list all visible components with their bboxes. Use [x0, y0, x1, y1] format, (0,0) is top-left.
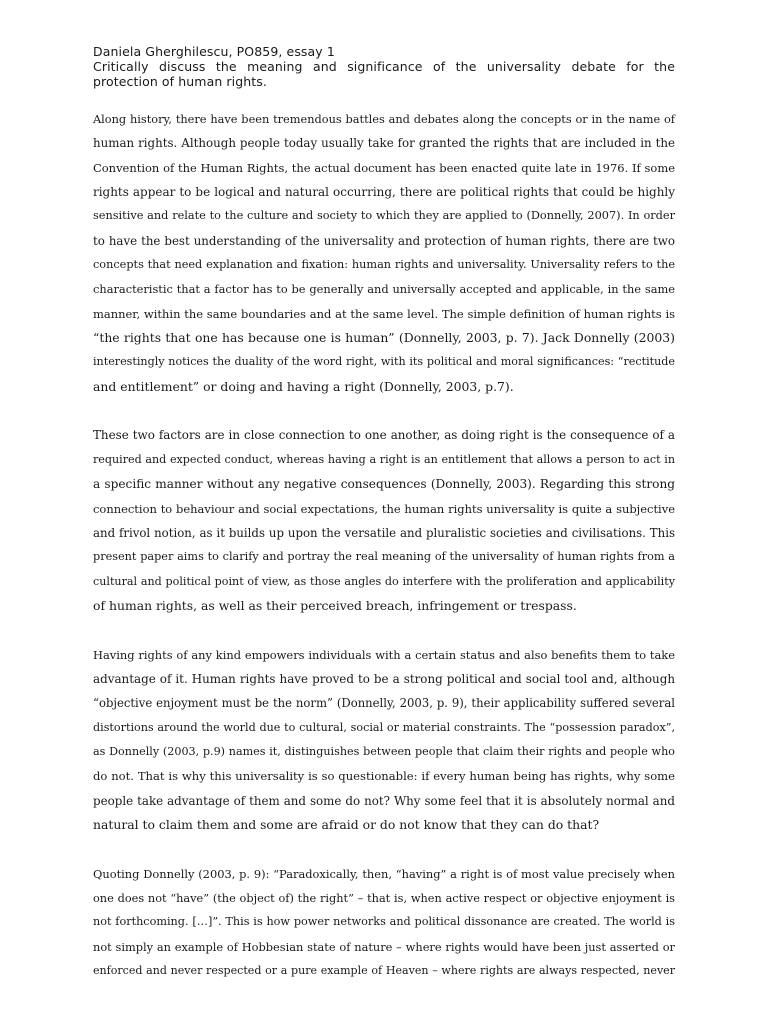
text-line: to have the best understanding of the universality and protection of human rights, there are two — [93, 233, 675, 248]
text-line: “objective enjoyment must be the norm” (Donnelly, 2003, p. 9), their applicability suffered several — [93, 696, 675, 711]
text-line: cultural and political point of view, as those angles do interfere with the proliferation and applicability — [93, 574, 675, 588]
document-header — [93, 44, 675, 89]
text-line: advantage of it. Human rights have proved to be a strong political and social tool and, although — [93, 671, 675, 686]
text-line: Having rights of any kind empowers individuals with a certain status and also benefits them to take — [93, 647, 675, 662]
paragraph-3 — [93, 643, 675, 838]
text-line: required and expected conduct, whereas having a right is an entitlement that allows a person to act in — [93, 452, 675, 466]
text-line: people take advantage of them and some do not? Why some feel that it is absolutely normal and — [93, 793, 675, 808]
essay-title-line-1: Critically discuss the meaning and significance of the universality debate for the — [93, 59, 675, 74]
text-line: interestingly notices the duality of the word right, with its political and moral significances: “rectitude — [93, 355, 675, 369]
paragraph-1 — [93, 107, 675, 399]
text-line: one does not “have” (the object of) the right” – that is, when active respect or objective enjoyment is — [93, 891, 675, 905]
text-line: Convention of the Human Rights, the actual document has been enacted quite late in 1976. If some — [93, 160, 675, 175]
text-line: “the rights that one has because one is human” (Donnelly, 2003, p. 7). Jack Donnelly (2003) — [93, 330, 675, 346]
text-line: connection to behaviour and social expectations, the human rights universality is quite a subjective — [93, 501, 675, 516]
text-line: distortions around the world due to cultural, social or material constraints. The “possession paradox”, — [93, 720, 675, 734]
text-line: of human rights, as well as their perceived breach, infringement or trespass. — [93, 597, 577, 613]
text-line: rights appear to be logical and natural occurring, there are political rights that could be highly — [93, 185, 675, 200]
text-line: not forthcoming. […]”. This is how power networks and political dissonance are created. The world is — [93, 915, 675, 929]
essay-title-line-2: protection of human rights. — [93, 74, 267, 89]
text-line: not simply an example of Hobbesian state of nature – where rights would have been just asserted or — [93, 939, 675, 954]
paragraph-4 — [93, 862, 675, 984]
text-line: sensitive and relate to the culture and society to which they are applied to (Donnelly, 2007). In order — [93, 209, 675, 223]
text-line: and frivol notion, as it builds up upon the versatile and pluralistic societies and civilisations. This — [93, 525, 675, 540]
author-line: Daniela Gherghilescu, PO859, essay 1 — [93, 44, 335, 59]
text-line: enforced and never respected or a pure example of Heaven – where rights are always respected, never — [93, 964, 675, 978]
text-line: natural to claim them and some are afraid or do not know that they can do that? — [93, 816, 600, 832]
text-line: a specific manner without any negative consequences (Donnelly, 2003). Regarding this strong — [93, 477, 675, 492]
text-line: human rights. Although people today usually take for granted the rights that are included in the — [93, 136, 675, 151]
essay-body — [93, 107, 675, 1008]
text-line: and entitlement” or doing and having a right (Donnelly, 2003, p.7). — [93, 378, 514, 394]
text-line: Along history, there have been tremendous battles and debates along the concepts or in the name of — [93, 112, 675, 126]
text-line: do not. That is why this universality is so questionable: if every human being has rights, why some — [93, 769, 675, 784]
text-line: These two factors are in close connection to one another, as doing right is the consequence of a — [93, 428, 675, 443]
text-line: as Donnelly (2003, p.9) names it, distinguishes between people that claim their rights and people who — [93, 744, 675, 758]
paragraph-2 — [93, 423, 675, 618]
text-line: manner, within the same boundaries and at the same level. The simple definition of human rights is — [93, 306, 675, 321]
text-line: concepts that need explanation and fixation: human rights and universality. Universality refers to the — [93, 258, 675, 272]
text-line: characteristic that a factor has to be generally and universally accepted and applicable, in the same — [93, 282, 675, 297]
text-line: present paper aims to clarify and portray the real meaning of the universality of human rights from a — [93, 550, 675, 564]
text-line: Quoting Donnelly (2003, p. 9): “Paradoxically, then, “having” a right is of most value precisely when — [93, 866, 675, 881]
